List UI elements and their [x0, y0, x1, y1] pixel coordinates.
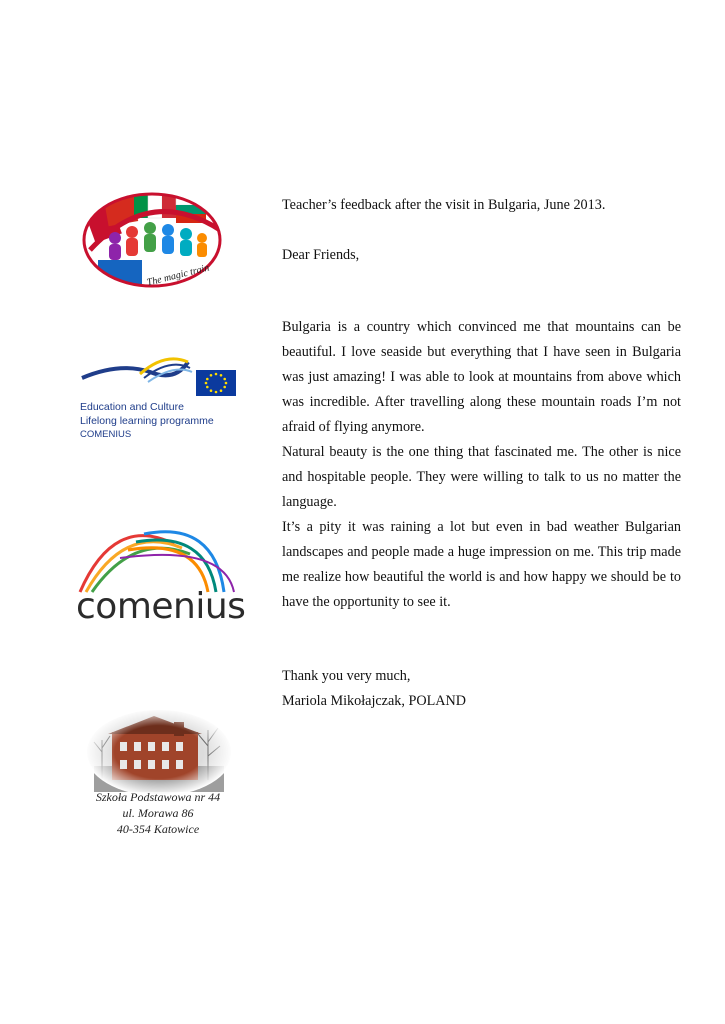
comenius-wordmark: comenius	[76, 586, 246, 627]
comenius-logo	[74, 524, 246, 632]
letter-closing: Thank you very much,	[282, 668, 411, 684]
school-address	[70, 789, 246, 837]
paragraph-2: Natural beauty is the one thing that fascinated me. The other is nice and hospitable people. They were willing to talk to us no matter the language.	[282, 444, 681, 510]
eu-line-1: Education and Culture	[80, 401, 184, 413]
school-building-photo	[84, 706, 234, 796]
letter-heading: Teacher’s feedback after the visit in Bulgaria, June 2013.	[282, 197, 606, 213]
eu-lifelong-learning-logo	[80, 352, 245, 448]
school-street: ul. Morawa 86	[122, 806, 194, 820]
paragraph-1: Bulgaria is a country which convinced me that mountains can be beautiful. I love seaside but everything that I have seen in Bulgaria was just amazing! I was able to look at mountains from above which was incredible. After travelling along these mountain roads I’m not afraid of flying anymore.	[282, 319, 681, 435]
school-city: 40-354 Katowice	[116, 822, 200, 836]
school-name: Szkoła Podstawowa nr 44	[95, 790, 221, 804]
letter-greeting: Dear Friends,	[282, 247, 360, 263]
comenius-arcs-icon	[74, 524, 240, 594]
eu-line-2: Lifelong learning programme	[80, 415, 214, 427]
letter-signature: Mariola Mikołajczak, POLAND	[282, 693, 467, 709]
paragraph-3: It’s a pity it was raining a lot but even in bad weather Bulgarian landscapes and people made a huge impression on me. This trip made me realize how beautiful the world is and how happy we should be to have the opportunity to see it.	[282, 519, 681, 610]
eu-line-3: COMENIUS	[80, 429, 132, 440]
letter-body	[282, 193, 681, 714]
eu-flag-icon	[196, 370, 236, 396]
magic-train-logo	[80, 190, 230, 290]
magic-train-text: The magic train	[145, 262, 211, 289]
